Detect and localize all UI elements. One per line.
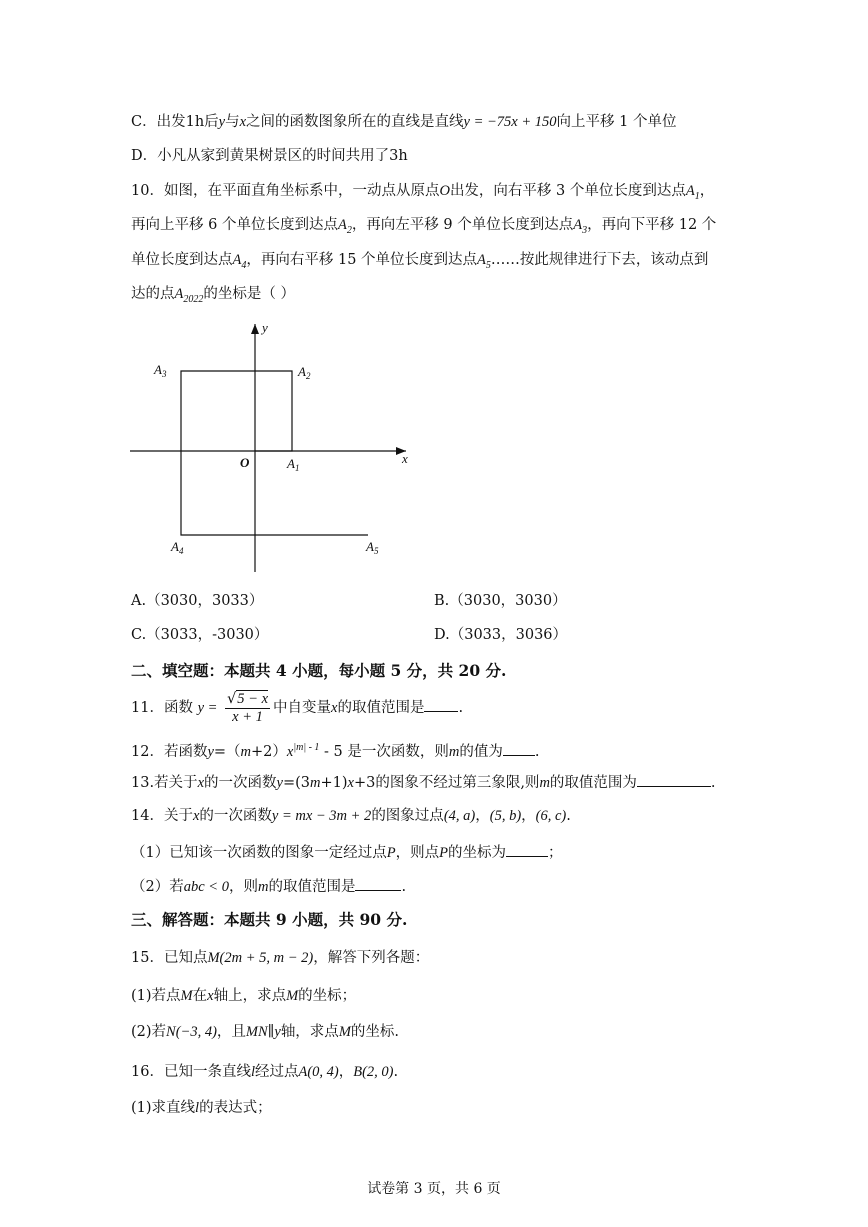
q15-part-2: (2)若N(−3, 4)，且MN∥y轴，求点M的坐标. bbox=[131, 1024, 400, 1040]
q16: 16．已知一条直线l经过点A(0, 4)，B(2, 0). bbox=[131, 1064, 399, 1080]
q13-answer-blank[interactable] bbox=[637, 772, 711, 787]
q10-line-3: 单位长度到达点$A_4$，再向右平移 15 个单位长度到达点$A_5\dots\dots$按此规律进行下去，该动点到 bbox=[131, 252, 709, 271]
q16-part-1: (1)求直线l的表达式； bbox=[131, 1100, 272, 1116]
q10-option-a: A.（3030，3033） bbox=[131, 593, 264, 609]
q10-option-c: C.（3033，-3030） bbox=[131, 627, 269, 643]
q14-part-2-answer-blank[interactable] bbox=[355, 876, 401, 891]
section-3-heading: 三、解答题：本题共 9 小题，共 90 分. bbox=[131, 910, 408, 929]
y-axis-arrow-icon bbox=[251, 324, 259, 334]
label-a5: $A_5$ bbox=[366, 539, 379, 556]
q14-part-2: （2）若abc < 0，则m的取值范围是 . bbox=[131, 876, 406, 897]
q10-option-b: B.（3030，3030） bbox=[434, 593, 567, 609]
q14-part-1-answer-blank[interactable] bbox=[506, 842, 548, 857]
label-a3: $A_3$ bbox=[154, 362, 167, 379]
section-2-heading: 二、填空题：本题共 4 小题，每小题 5 分，共 20 分. bbox=[131, 661, 507, 680]
y-axis-label: y bbox=[262, 320, 268, 335]
q10-line-4: 达的点$A_{2022}$的坐标是（ ） bbox=[131, 286, 295, 305]
coordinate-figure bbox=[128, 318, 418, 580]
q9-option-d: D．小凡从家到黄果树景区的时间共用了3h bbox=[131, 148, 408, 164]
page-footer: 试卷第 3 页，共 6 页 bbox=[367, 1181, 501, 1197]
path-polyline bbox=[181, 371, 368, 535]
q10-line-2: 再向上平移 6 个单位长度到达点$A_2$，再向左平移 9 个单位长度到达点$A_3$，再向下平移 12 个 bbox=[131, 217, 717, 236]
q15-part-1: (1)若点M在x轴上，求点M的坐标； bbox=[131, 988, 357, 1004]
label-a1: $A_1$ bbox=[287, 456, 300, 473]
origin-label: O bbox=[240, 455, 250, 470]
q10-line-1: 10．如图，在平面直角坐标系中，一动点从原点O出发，向右平移 3 个单位长度到达点$A_1$， bbox=[131, 183, 715, 202]
q13: 13.若关于x的一次函数y=(3m+1)x+3的图象不经过第三象限,则m的取值范围为 . bbox=[131, 772, 716, 793]
q11-answer-blank[interactable] bbox=[424, 697, 458, 712]
x-axis-label: x bbox=[402, 451, 408, 466]
q12: 12．若函数$y=(m+2)x^{|m| - 1} - 5$ 是一次函数，则m的值为 . bbox=[131, 742, 540, 760]
label-a4: $A_4$ bbox=[171, 539, 184, 556]
q11-fraction: $\frac{√5 - x}{x + 1}$ bbox=[227, 690, 269, 725]
q11: 11．函数 y = $\frac{√5 - x}{x + 1}$ 中自变量x的取值范围是 . bbox=[131, 690, 464, 725]
label-a2: $A_2$ bbox=[298, 364, 311, 381]
q12-answer-blank[interactable] bbox=[503, 741, 535, 756]
q9-option-c: C．出发1h后y与x之间的函数图象所在的直线是直线y = −75x + 150向上平移 1 个单位 bbox=[131, 114, 677, 130]
q14-part-1: （1）已知该一次函数的图象一定经过点P，则点P的坐标为 ； bbox=[131, 842, 562, 863]
q10-option-d: D.（3033，3036） bbox=[434, 627, 568, 643]
q15: 15．已知点M(2m + 5, m − 2)，解答下列各题： bbox=[131, 950, 430, 966]
q14: 14．关于x的一次函数y = mx − 3m + 2的图象过点(4, a)，(5, b)，(6, c). bbox=[131, 808, 571, 824]
